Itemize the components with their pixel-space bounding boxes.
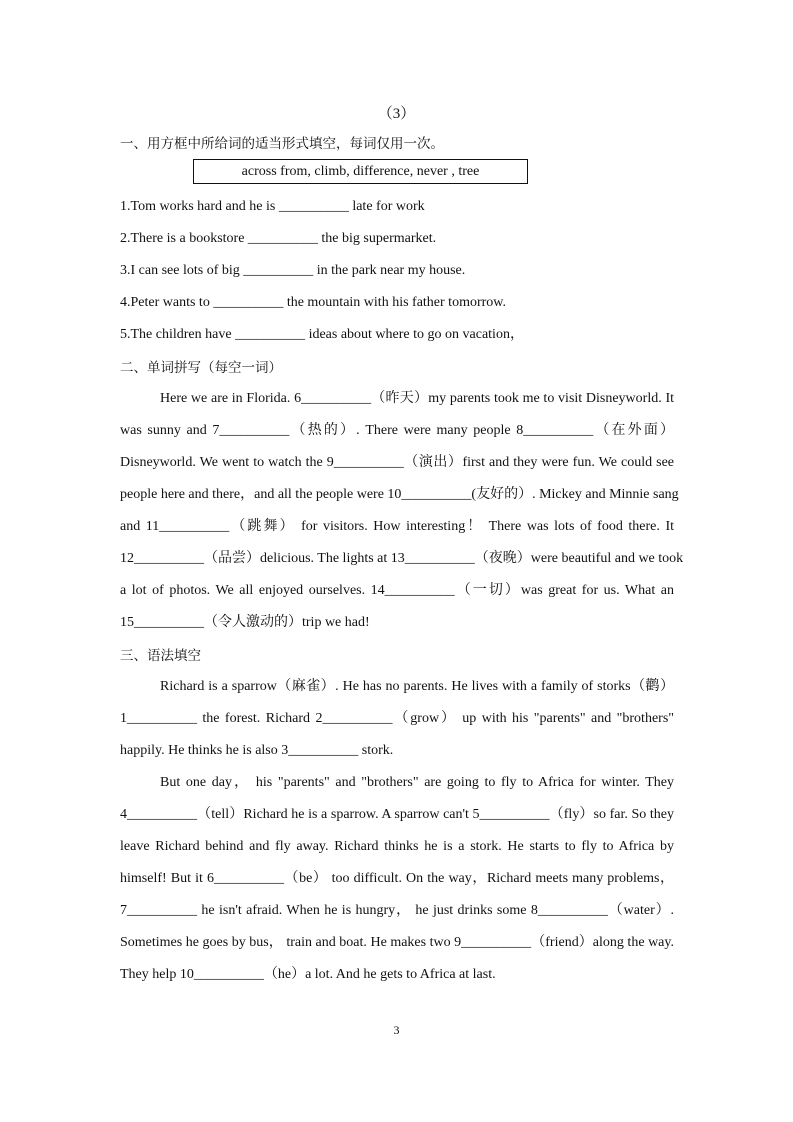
question-5: 5.The children have __________ ideas about where to go on vacation， [120,327,524,342]
passage2-line-7: a lot of photos. We all enjoyed ourselves. 14__________（一切）was great for us. What an [120,583,674,598]
passage3-line-7: himself! But it 6__________（be） too difficult. On the way，Richard meets many problems， [120,871,674,886]
passage2-line-3: Disneyworld. We went to watch the 9__________（演出）first and they were fun. We could see [120,455,674,470]
page-title: （3） [377,106,416,122]
word-box: across from, climb, difference, never , tree [193,159,528,184]
section1-heading: 一、用方框中所给词的适当形式填空，每词仅用一次。 [120,136,444,152]
passage3-line-5: 4__________（tell）Richard he is a sparrow. A sparrow can't 5__________（fly）so far. So they [120,807,674,822]
passage3-line-6: leave Richard behind and fly away. Richard thinks he is a stork. He starts to fly to Africa by [120,839,674,854]
section3-heading: 三、语法填空 [120,648,201,664]
passage2-line-6: 12__________（品尝）delicious. The lights at 13__________（夜晚）were beautiful and we took [120,551,684,566]
passage3-line-2: 1__________ the forest. Richard 2__________（grow） up with his "parents" and "brothers" [120,711,674,726]
section2-heading: 二、单词拼写（每空一词） [120,360,282,376]
passage2-line-1: Here we are in Florida. 6__________（昨天）my parents took me to visit Disneyworld. It [160,391,674,406]
passage2-line-8: 15__________（令人激动的）trip we had! [120,615,370,630]
question-4: 4.Peter wants to __________ the mountain with his father tomorrow. [120,295,506,310]
passage2-line-5: and 11__________（跳舞） for visitors. How interesting！ There was lots of food there. It [120,519,674,534]
passage3-line-4: But one day， his "parents" and "brothers" are going to fly to Africa for winter. They [160,775,674,790]
passage3-line-1: Richard is a sparrow（麻雀）. He has no parents. He lives with a family of storks（鹳） [160,679,674,694]
passage3-line-9: Sometimes he goes by bus， train and boat. He makes two 9__________（friend）along the way. [120,935,674,950]
question-1: 1.Tom works hard and he is __________ late for work [120,199,425,214]
question-2: 2.There is a bookstore __________ the big supermarket. [120,231,437,246]
passage2-line-2: was sunny and 7__________（热的）. There were many people 8__________（在外面） [120,423,674,438]
passage3-line-10: They help 10__________（he）a lot. And he gets to Africa at last. [120,967,496,982]
passage2-line-4: people here and there，and all the people were 10__________(友好的）. Mickey and Minnie sang [120,487,679,502]
passage3-line-3: happily. He thinks he is also 3__________ stork. [120,743,394,758]
page-number: 3 [393,1023,400,1037]
passage3-line-8: 7__________ he isn't afraid. When he is hungry， he just drinks some 8__________（water）. [120,903,674,918]
question-3: 3.I can see lots of big __________ in the park near my house. [120,263,466,278]
